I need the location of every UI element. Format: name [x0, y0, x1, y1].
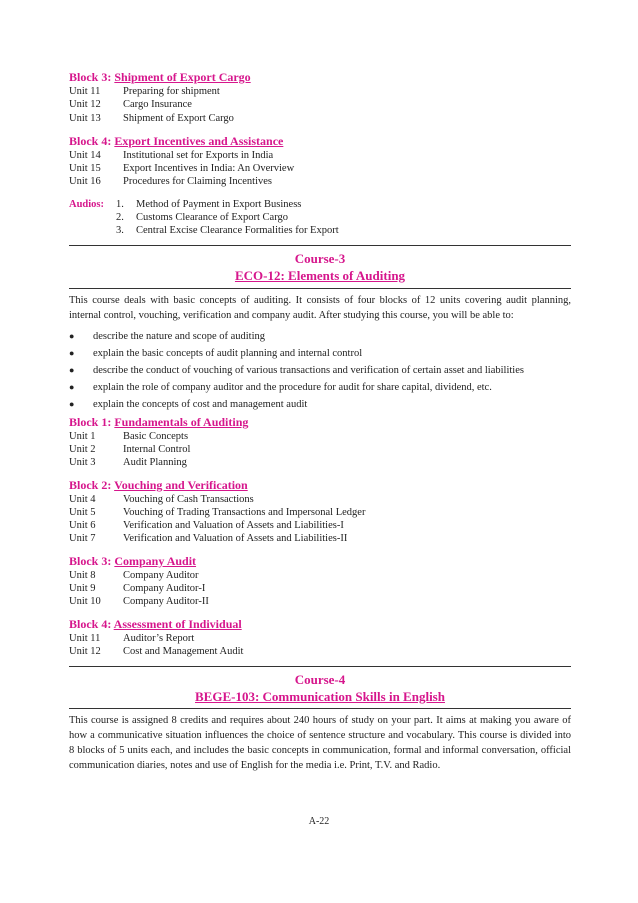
outcome-text: describe the nature and scope of auditing [93, 330, 266, 342]
unit-number: Unit 3 [69, 457, 96, 469]
course3-outcomes [69, 328, 571, 413]
block-title [69, 415, 571, 430]
outcome-item [69, 362, 571, 379]
bullet-icon: ● [69, 398, 75, 409]
block-name: Fundamentals of Auditing [114, 414, 249, 429]
unit-name: Basic Concepts [123, 430, 189, 442]
outcome-item [69, 379, 571, 396]
export-blocks [69, 70, 571, 189]
unit-number: Unit 9 [69, 583, 96, 595]
block-name: Export Incentives and Assistance [114, 133, 284, 148]
block-title [69, 478, 571, 493]
unit-name: Export Incentives in India: An Overview [123, 163, 295, 175]
course4-number: Course-4 [294, 672, 346, 688]
unit-name: Audit Planning [123, 457, 187, 469]
unit-name: Auditor’s Report [123, 632, 195, 644]
unit-number: Unit 6 [69, 520, 96, 532]
unit-row [69, 569, 571, 582]
block-name: Company Audit [114, 553, 197, 568]
unit-row [69, 98, 571, 111]
unit-row [69, 493, 571, 506]
audios-list [69, 198, 571, 238]
course4-intro: This course is assigned 8 credits and requires about 240 hours of study on your part. It aims at making you aware of how a communicative situation influences the choice of sentence structure and vocabulary. This course is divided into 8 blocks of 5 units each, and includes the basic concepts in communication, formal and informal conversation, official communication diaries, notes and use of English for the media i.e. Print, T.V. and Radio. [69, 715, 571, 772]
outcome-text: describe the conduct of vouching of various transactions and verification of certain asset and liabilities [93, 364, 524, 376]
bullet-icon: ● [69, 364, 75, 375]
audios-label: Audios: [69, 198, 105, 210]
unit-row [69, 645, 571, 658]
unit-number: Unit 14 [69, 149, 101, 161]
unit-number: Unit 7 [69, 533, 96, 545]
unit-row [69, 162, 571, 175]
unit-row [69, 506, 571, 519]
unit-name: Shipment of Export Cargo [123, 112, 234, 124]
unit-row [69, 85, 571, 98]
block-name: Assessment of Individual [113, 616, 242, 631]
unit-number: Unit 11 [69, 632, 101, 644]
course3-blocks [69, 415, 571, 659]
unit-name: Verification and Valuation of Assets and Liabilities-II [123, 533, 348, 545]
outcome-text: explain the concepts of cost and management audit [93, 398, 308, 410]
unit-row [69, 443, 571, 456]
bullet-icon: ● [69, 381, 75, 392]
unit-name: Cost and Management Audit [123, 645, 244, 657]
outcome-item [69, 345, 571, 362]
unit-number: Unit 16 [69, 176, 101, 188]
unit-row [69, 149, 571, 162]
unit-row [69, 532, 571, 545]
unit-name: Verification and Valuation of Assets and Liabilities-I [123, 520, 344, 532]
unit-name: Internal Control [123, 443, 191, 455]
unit-row [69, 430, 571, 443]
audio-item: Audios: 1. Method of Payment in Export Business [69, 198, 302, 210]
block-number: Block 4: [69, 616, 114, 631]
unit-number: Unit 1 [69, 430, 96, 442]
unit-name: Cargo Insurance [123, 99, 192, 111]
block-title [69, 617, 571, 632]
bullet-icon: ● [69, 347, 75, 358]
course3-intro: This course deals with basic concepts of auditing. It consists of four blocks of 12 units covering audit planning, internal control, vouching, verification and company audit. After studying this course, you will be able to: [69, 294, 571, 321]
outcome-text: explain the basic concepts of audit planning and internal control [93, 347, 363, 359]
unit-name: Vouching of Cash Transactions [123, 493, 254, 505]
block-number: Block 2: [69, 477, 115, 492]
unit-number: Unit 11 [69, 86, 101, 97]
block-name: Vouching and Verification [114, 477, 248, 492]
audio-item: 3. Central Excise Clearance Formalities for Export [116, 225, 339, 237]
block-number: Block 1: [69, 414, 115, 429]
divider [69, 708, 571, 709]
unit-number: Unit 2 [69, 443, 96, 455]
unit-number: Unit 12 [69, 99, 101, 111]
unit-row [69, 632, 571, 645]
course4-heading [69, 671, 571, 705]
outcome-item [69, 396, 571, 413]
course3-number: Course-3 [294, 250, 346, 266]
bullet-icon: ● [69, 330, 75, 341]
document-page [69, 70, 571, 778]
unit-name: Procedures for Claiming Incentives [123, 176, 272, 188]
audio-item: 2. Customs Clearance of Export Cargo [116, 212, 289, 224]
block-number: Block 3: [69, 70, 115, 84]
outcome-text: explain the role of company auditor and the procedure for audit for share capital, dividend, etc. [93, 381, 492, 393]
block-number: Block 3: [69, 553, 115, 568]
unit-name: Vouching of Trading Transactions and Impersonal Ledger [123, 506, 366, 518]
unit-row [69, 456, 571, 469]
unit-number: Unit 12 [69, 645, 101, 657]
unit-name: Company Auditor [123, 569, 199, 581]
block-title [69, 134, 571, 149]
unit-row [69, 112, 571, 125]
unit-name: Preparing for shipment [123, 86, 220, 97]
block-title [69, 70, 571, 85]
unit-name: Company Auditor-I [123, 583, 206, 595]
course3-title: ECO-12: Elements of Auditing [234, 267, 406, 283]
unit-row [69, 519, 571, 532]
unit-row [69, 175, 571, 188]
unit-row [69, 582, 571, 595]
unit-number: Unit 4 [69, 493, 96, 505]
block-number: Block 4: [69, 133, 115, 148]
divider [69, 288, 571, 289]
unit-number: Unit 10 [69, 596, 101, 608]
unit-name: Company Auditor-II [123, 596, 209, 608]
unit-row [69, 595, 571, 608]
block-title [69, 554, 571, 569]
block-name: Shipment of Export Cargo [114, 70, 251, 84]
unit-name: Institutional set for Exports in India [123, 149, 274, 161]
course3-heading [69, 250, 571, 284]
outcome-item [69, 328, 571, 345]
unit-number: Unit 15 [69, 163, 101, 175]
unit-number: Unit 13 [69, 112, 101, 124]
unit-number: Unit 5 [69, 506, 96, 518]
unit-number: Unit 8 [69, 569, 96, 581]
course4-title: BEGE-103: Communication Skills in English [195, 689, 445, 705]
page-number: A-22 [308, 816, 330, 827]
